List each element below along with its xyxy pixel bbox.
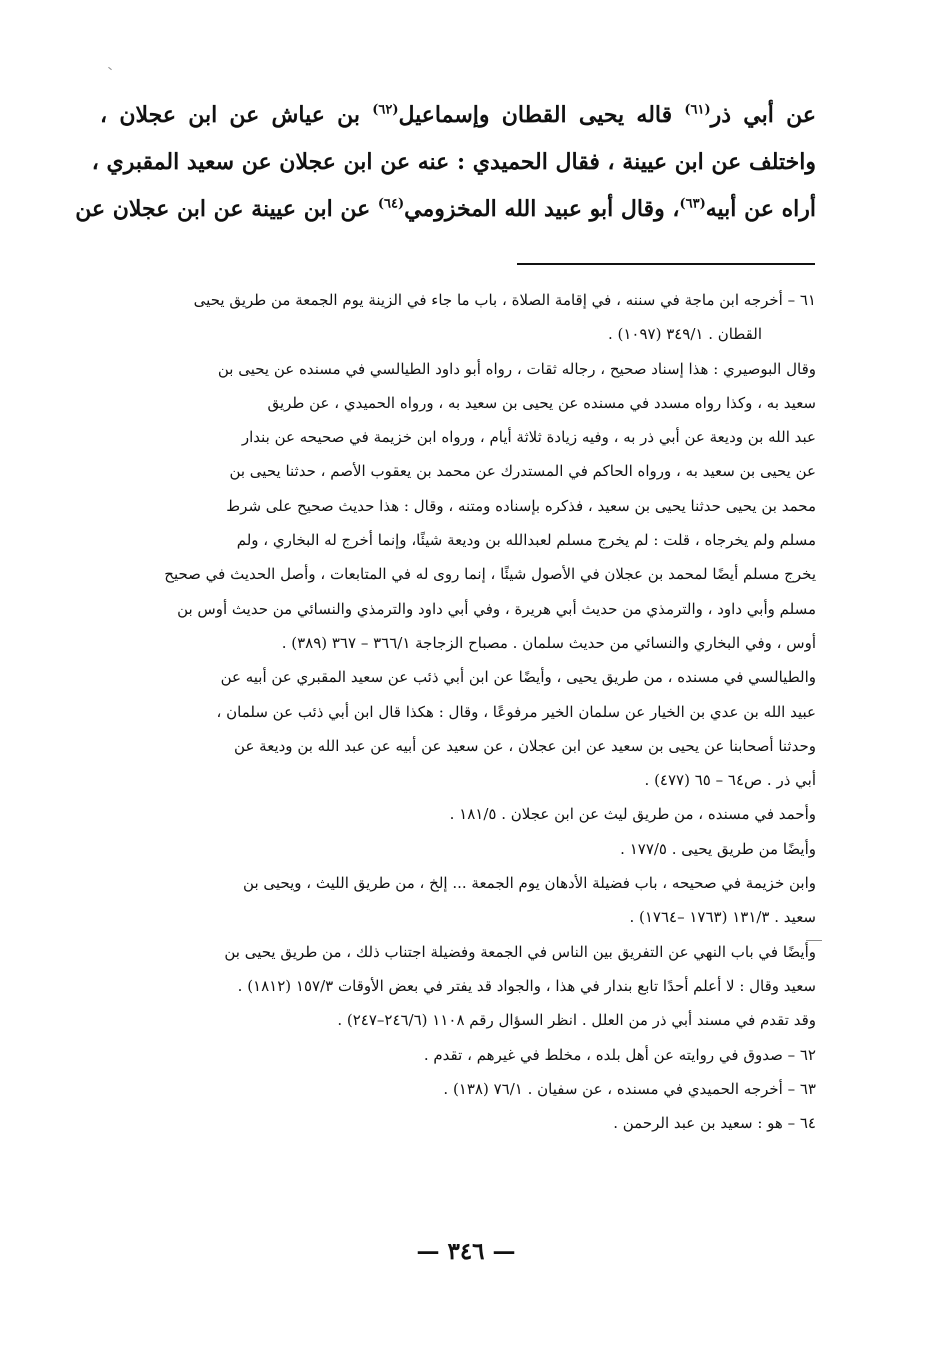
footnote-line: مسلم ولم يخرجاه ، قلت : لم يخرج مسلم لعبدالله بن وديعة شيئًا، وإنما أخرج له البخاري ، ولم (236, 531, 816, 550)
footnote-line: عبيد الله بن عدي بن الخيار عن سلمان الخير مرفوعًا ، وقال : هكذا قال ابن أبي ذئب عن سلمان ، (216, 702, 816, 721)
footnote-line: ٦١ – أخرجه ابن ماجة في سننه ، في إقامة الصلاة ، باب ما جاء في الزينة يوم الجمعة من طريق يحيى (193, 291, 816, 309)
footnote-line: وقد تقدم في مسند أبي ذر من العلل . انظر السؤال رقم ١١٠٨ (٢٤٦/٦–٢٤٧) . (337, 1011, 816, 1030)
footnote-line: سعيد به ، وكذا رواه مسدد في مسنده عن يحيى بن سعيد به ، ورواه الحميدي ، عن طريق (267, 393, 816, 412)
footnote-line: ٦٢ – صدوق في روايته عن أهل بلده ، مخلط في غيرهم ، تقدم . (423, 1045, 816, 1064)
footnote-line: وقال البوصيري : هذا إسناد صحيح ، رجاله ثقات ، رواه أبو داود الطيالسي في مسنده عن يحيى بن (217, 359, 816, 378)
main-text-line: عن أبي ذر$^{(٦١)}$ قاله يحيى القطان وإسماعيل$^{(٦٢)}$ بن عياش عن ابن عجلان ، (100, 102, 816, 128)
footnotes (100, 283, 816, 1140)
footnote-line: أبي ذر . ص٦٤ – ٦٥ (٤٧٧) . (644, 771, 816, 790)
footnote-line: يخرج مسلم أيضًا لمحمد بن عجلان في الأصول شيئًا ، إنما روى له في المتابعات ، وأصل الحديث في صحيح (164, 565, 816, 584)
footnote-line: عبد الله بن وديعة عن أبي ذر به ، وفيه زيادة ثلاثة أيام ، ورواه ابن خزيمة في صحيحه عن بندار (241, 428, 816, 447)
footnote-line: أوس ، وفي البخاري والنسائي من حديث سلمان . مصباح الزجاجة ٣٦٦/١ – ٣٦٧ (٣٨٩) . (281, 633, 816, 652)
footnote-line: وابن خزيمة في صحيحه ، باب فضيلة الأدهان يوم الجمعة ... إلخ ، من طريق الليث ، ويحيى بن (243, 874, 816, 893)
footnote-line: محمد بن يحيى حدثنا يحيى بن سعيد ، فذكره بإسناده ومتنه ، وقال : هذا حديث صحيح على شرط (226, 496, 816, 515)
footnote-line: وأيضًا في باب النهي عن التفريق بين الناس في الجمعة وفضيلة اجتناب ذلك ، من طريق يحيى بن (224, 942, 816, 961)
footnote-line: القطان . ٣٤٩/١ (١٠٩٧) . (607, 325, 762, 344)
main-text-line: أراه عن أبيه$^{(٦٣)}$، وقال أبو عبيد الله المخزومي$^{(٦٤)}$ عن ابن عيينة عن ابن عجلان عن (75, 196, 816, 222)
footnote-line: ٦٤ – هو : سعيد بن عبد الرحمن . (613, 1114, 816, 1133)
footnote-separator (517, 263, 815, 265)
footnote-line: مسلم وأبي داود ، والترمذي من حديث أبي هريرة ، وفي أبي داود والترمذي والنسائي من حديث أوس بن (177, 599, 816, 618)
main-text-line: واختلف عن ابن عيينة ، فقال الحميدي : عنه عن ابن عجلان عن سعيد المقبري ، (91, 149, 816, 175)
main-text (75, 92, 816, 233)
footnote-line: عن يحيى بن سعيد به ، ورواه الحاكم في المستدرك عن محمد بن يعقوب الأصم ، حدثنا يحيى بن (229, 462, 816, 481)
footnote-line: وحدثنا أصحابنا عن يحيى بن سعيد عن ابن عجلان ، عن سعيد عن أبيه عن عبد الله بن وديعة عن (234, 736, 816, 755)
footnote-line: والطيالسي في مسنده ، من طريق يحيى ، وأيضًا عن ابن أبي ذئب عن سعيد المقبري عن أبيه عن (220, 668, 816, 687)
scan-mark (108, 67, 112, 70)
footnote-line: ٦٣ – أخرجه الحميدي في مسنده ، عن سفيان . ٧٦/١ (١٣٨) . (443, 1079, 816, 1098)
footnote-line: سعيد . ١٣١/٣ (١٧٦٣ –١٧٦٤) . (629, 908, 816, 927)
scan-mark (806, 940, 822, 941)
footnote-line: وأيضًا من طريق يحيى . ١٧٧/٥ . (620, 839, 816, 858)
footnote-line: سعيد وقال : لا أعلم أحدًا تابع بندار في هذا ، والجواد قد يفتر في بعض الأوقات ١٥٧/٣ (١٨١٢) . (237, 976, 816, 995)
page-number: — ٣٤٦ — (416, 1238, 516, 1265)
footnote-line: وأحمد في مسنده ، من طريق ليث عن ابن عجلان . ١٨١/٥ . (449, 805, 816, 824)
